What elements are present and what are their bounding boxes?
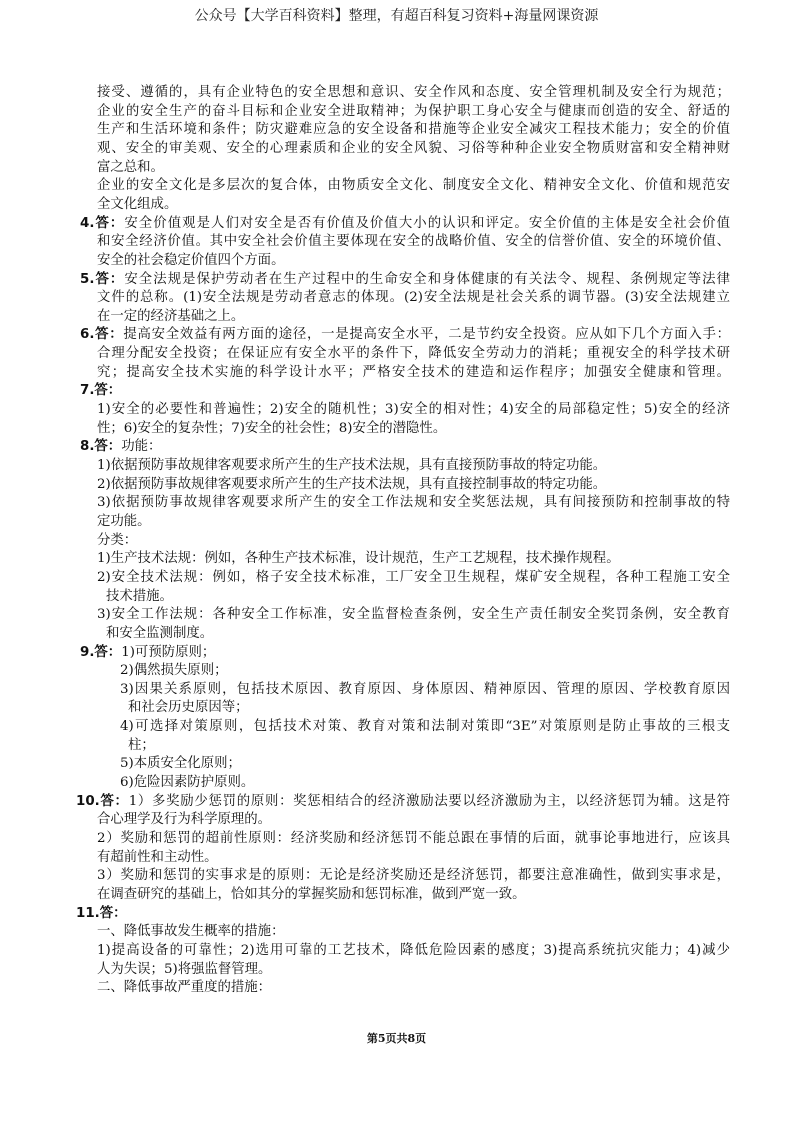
- line-text: 在一定的经济基础之上。: [97, 308, 245, 324]
- text-line: [120, 662, 730, 680]
- line-text: 企业的安全文化是多层次的复合体，由物质安全文化、制度安全文化、精神安全文化、价值和规范安: [97, 178, 730, 194]
- line-text: 技术措施。: [106, 588, 173, 604]
- text-line: [97, 942, 730, 960]
- text-line: [97, 867, 730, 885]
- line-text: 柱；: [128, 737, 155, 753]
- answer-label: 11.答：: [76, 905, 127, 921]
- text-line: [97, 364, 730, 382]
- line-text: 3)安全工作法规：各种安全工作标准，安全监督检查条例，安全生产责任制安全奖罚条例，安全教育: [97, 607, 730, 623]
- text-line: [97, 513, 730, 531]
- text-line: [97, 886, 730, 904]
- text-line: [97, 979, 730, 997]
- text-line: [97, 84, 730, 102]
- line-text: 合理分配安全投资；在保证应有安全水平的条件下，降低安全劳动力的消耗；重视安全的科学技术研: [97, 346, 730, 362]
- line-text: 富之总和。: [97, 159, 164, 175]
- line-text: 二、降低事故严重度的措施：: [97, 980, 272, 996]
- text-line: [97, 233, 730, 251]
- line-text: 1)依据预防事故规律客观要求所产生的生产技术法规，具有直接预防事故的特定功能。: [97, 458, 607, 473]
- line-text: 4)可选择对策原则，包括技术对策、教育对策和法制对策即“3E”对策原则是防止事故的三根支: [120, 719, 730, 735]
- answer-label: 6.答：: [80, 327, 124, 343]
- line-text: 在调查研究的基础上，恰如其分的掌握奖励和惩罚标准，做到严宽一致。: [97, 886, 526, 902]
- answer-line: [80, 382, 730, 400]
- line-text: 1)安全的必要性和普遍性；2)安全的随机性；3)安全的相对性；4)安全的局部稳定性；5)安全的经济: [97, 402, 730, 418]
- line-text: 究；提高安全技术实施的科学设计水平；严格安全技术的建造和运作程序；加强安全健康和管理。: [97, 364, 730, 380]
- text-line: [128, 699, 730, 717]
- text-line: [97, 830, 730, 848]
- answer-label: 4.答：: [80, 215, 125, 231]
- line-text: 1)生产技术法规：例如，各种生产技术标准，设计规范，生产工艺规程，技术操作规程。: [97, 551, 620, 567]
- answer-label: 10.答：: [76, 793, 129, 809]
- text-line: [97, 401, 730, 419]
- text-line: [97, 308, 730, 326]
- text-line: [97, 457, 730, 475]
- text-line: [120, 755, 730, 773]
- line-text: 企业的安全生产的奋斗目标和企业安全进取精神；为保护职工身心安全与健康而创造的安全、舒适的: [97, 103, 730, 119]
- text-line: [106, 625, 730, 643]
- line-text: 提高安全效益有两方面的途径，一是提高安全水平，二是节约安全投资。应从如下几个方面入手：: [123, 327, 730, 343]
- line-text: 2)安全技术法规：例如，格子安全技术标准，工厂安全卫生规程，煤矿安全规程，各种工程施工安全: [97, 569, 730, 585]
- text-line: [97, 140, 730, 158]
- text-line: [97, 289, 730, 307]
- line-text: 和安全经济价值。其中安全社会价值主要体现在安全的战略价值、安全的信誉价值、安全的环境价值、: [97, 234, 730, 250]
- line-text: 分类：: [97, 532, 138, 548]
- answer-line: [80, 215, 730, 233]
- text-line: [97, 569, 730, 587]
- text-line: [97, 923, 730, 941]
- text-line: [97, 345, 730, 363]
- line-text: 人为失误；5)将强监督管理。: [97, 961, 272, 977]
- text-line: [97, 849, 730, 867]
- text-line: [97, 532, 730, 550]
- answer-label: 7.答：: [80, 383, 122, 399]
- answer-line: [76, 793, 730, 811]
- answer-label: 8.答：: [80, 439, 122, 455]
- line-text: 接受、遵循的，具有企业特色的安全思想和意识、安全作风和态度、安全管理机制及安全行为规范；: [97, 85, 730, 100]
- text-line: [120, 681, 730, 699]
- text-line: [97, 420, 730, 438]
- line-text: 观、安全的审美观、安全的心理素质和企业的安全风貌、习俗等种种企业安全物质财富和安全精神财: [97, 140, 730, 156]
- text-line: [120, 774, 730, 792]
- answer-line: [80, 438, 730, 456]
- line-text: 全文化组成。: [97, 196, 178, 212]
- line-text: 和安全监测制度。: [106, 625, 214, 641]
- text-line: [97, 103, 730, 121]
- line-text: 定功能。: [97, 513, 151, 529]
- answer-line: [80, 271, 730, 289]
- line-text: 1）多奖励少惩罚的原则：奖惩相结合的经济激励法要以经济激励为主，以经济惩罚为辅。这是符: [128, 793, 730, 809]
- line-text: 1)提高设备的可靠性；2)选用可靠的工艺技术，降低危险因素的感度；3)提高系统抗灾能力；4)减少: [97, 942, 730, 958]
- line-text: 3）奖励和惩罚的实事求是的原则：无论是经济奖励还是经济惩罚，都要注意准确性，做到实事求是，: [97, 868, 730, 884]
- text-line: [97, 606, 730, 624]
- line-text: 安全价值观是人们对安全是否有价值及价值大小的认识和评定。安全价值的主体是安全社会价值: [124, 215, 730, 231]
- line-text: 有超前性和主动性。: [97, 849, 218, 865]
- text-line: [97, 177, 730, 195]
- line-text: 6)危险因素防护原则。: [120, 775, 255, 791]
- line-text: 5)本质安全化原则；: [120, 756, 241, 772]
- line-text: 3)因果关系原则，包括技术原因、教育原因、身体原因、精神原因、管理的原因、学校教育原因: [120, 681, 730, 697]
- text-line: [97, 196, 730, 214]
- text-line: [97, 252, 730, 270]
- line-text: 功能：: [121, 439, 162, 455]
- page-number: 第5页共8页: [366, 1032, 427, 1045]
- line-text: 一、降低事故发生概率的措施：: [97, 924, 285, 940]
- line-text: 安全法规是保护劳动者在生产过程中的生命安全和身体健康的有关法令、规程、条例规定等法律: [124, 271, 730, 287]
- answer-label: 9.答：: [80, 644, 122, 660]
- line-text: 3)依据预防事故规律客观要求所产生的安全工作法规和安全奖惩法规，具有间接预防和控制事故的特: [97, 495, 730, 511]
- line-text: 2）奖励和惩罚的超前性原则：经济奖励和经济惩罚不能总跟在事情的后面，就事论事地进行，应该具: [97, 831, 730, 846]
- line-text: 和社会历史原因等；: [128, 700, 249, 716]
- line-text: 安全的社会稳定价值四个方面。: [97, 252, 285, 268]
- line-text: 2)偶然损失原则；: [120, 663, 228, 679]
- text-line: [97, 811, 730, 829]
- page-header: 公众号【大学百科资料】整理，有超百科复习资料+海量网课资源: [194, 8, 599, 24]
- answer-line: [80, 644, 730, 662]
- text-line: [106, 588, 730, 606]
- line-text: 生产和生活环境和条件；防灾避难应急的安全设备和措施等企业安全减灾工程技术能力；安全的价值: [97, 122, 730, 138]
- answer-label: 5.答：: [80, 271, 125, 287]
- text-line: [97, 121, 730, 139]
- answer-line: [80, 326, 730, 344]
- line-text: 性；6)安全的复杂性；7)安全的社会性；8)安全的潜隐性。: [97, 420, 447, 436]
- line-text: 2)依据预防事故规律客观要求所产生的生产技术法规，具有直接控制事故的特定功能。: [97, 476, 607, 492]
- line-text: 合心理学及行为科学原理的。: [97, 812, 272, 828]
- answer-line: [76, 905, 730, 923]
- text-line: [97, 961, 730, 979]
- text-line: [128, 737, 730, 755]
- text-line: [97, 476, 730, 494]
- line-text: 1)可预防原则；: [121, 644, 216, 660]
- line-text: 文件的总称。(1)安全法规是劳动者意志的体现。(2)安全法规是社会关系的调节器。(3)安全法规建立: [97, 290, 730, 306]
- text-line: [120, 718, 730, 736]
- text-line: [97, 159, 730, 177]
- text-line: [97, 494, 730, 512]
- text-line: [97, 550, 730, 568]
